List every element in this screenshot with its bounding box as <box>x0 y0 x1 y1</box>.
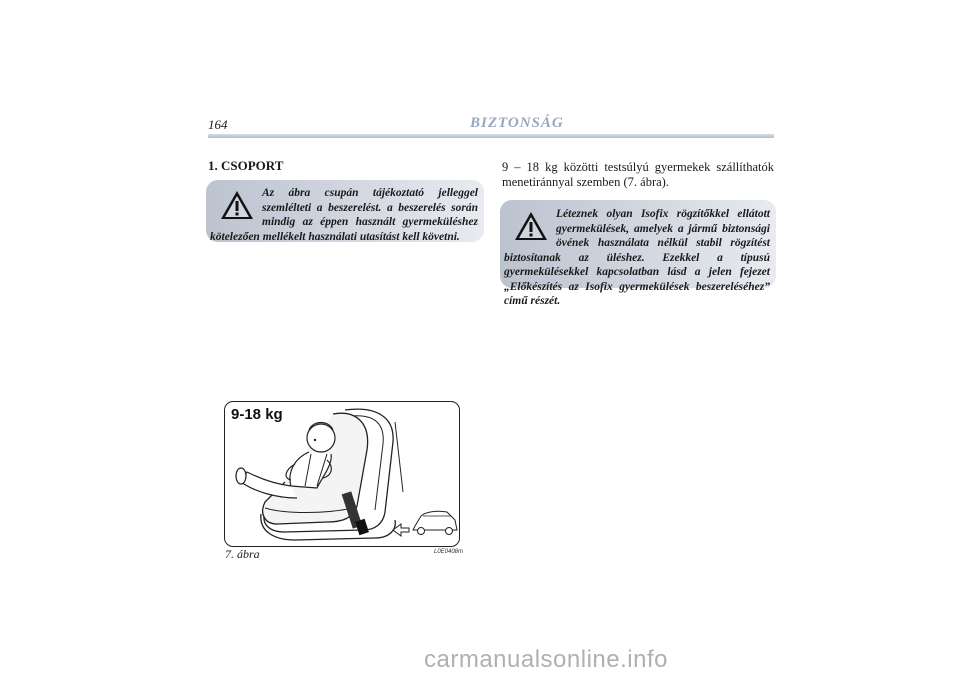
child-seat-illustration <box>225 402 460 547</box>
intro-paragraph: 9 – 18 kg közötti testsúlyú gyermekek szállíthatók menetiránnyal szemben (7. ábra). <box>502 160 774 189</box>
figure-weight-label: 9-18 kg <box>231 406 283 423</box>
watermark: carmanualsonline.info <box>424 646 668 673</box>
section-title: BIZTONSÁG <box>470 115 564 131</box>
figure-caption: 7. ábra <box>225 547 260 561</box>
group-heading: 1. CSOPORT <box>208 158 284 173</box>
warning-box-installation <box>206 180 484 242</box>
figure-code: L0E0408m <box>434 549 464 555</box>
warning-text-isofix: Léteznek olyan Isofix rögzítőkkel ellátott gyermekülések, amelyek a jármű biztonsági övének használata nélkül stabil rögzítést biztosítanak az üléshez. Ezekkel a típusú gyermekülésekkel kapcsolatban lásd a jelen fejezet „Előkészítés az Isofix gyermekülések beszereléséhez” című részét. <box>504 208 770 307</box>
warning-text-installation: Az ábra csupán tájékoztató jelleggel szemlélteti a beszerelést. a beszerelés során mindig az éppen használt gyermeküléshez kötelezően mellékelt használati utasítást kell követni. <box>210 187 478 243</box>
warning-box-isofix <box>500 200 776 307</box>
page-number: 164 <box>208 117 228 132</box>
header-rule <box>208 134 774 138</box>
warning-triangle-icon <box>220 190 254 220</box>
figure-child-seat <box>224 401 460 547</box>
warning-triangle-icon <box>514 211 548 241</box>
